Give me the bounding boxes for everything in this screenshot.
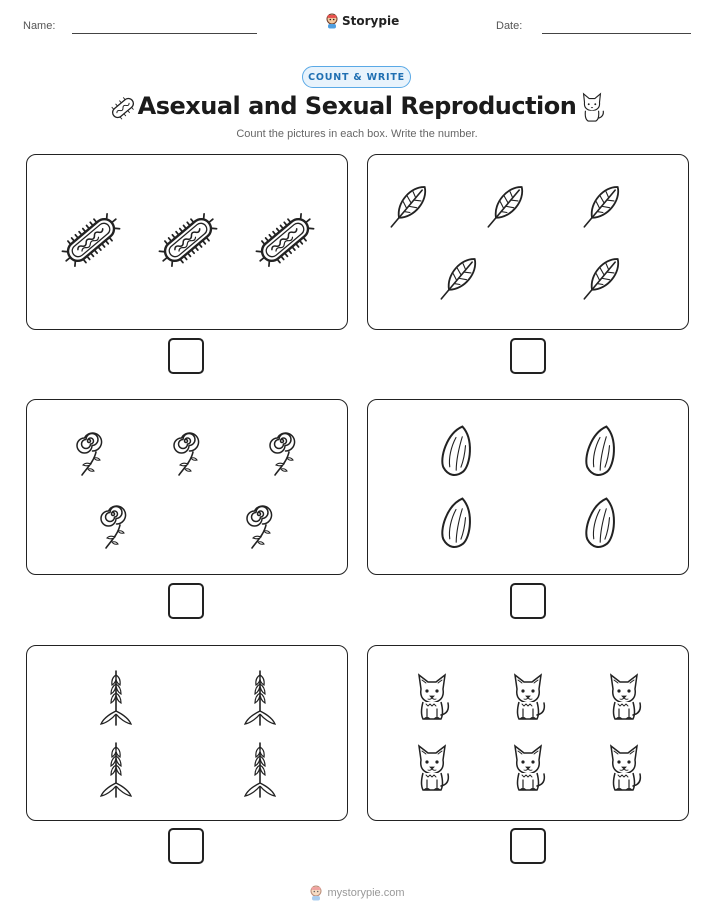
storypie-mascot-icon <box>325 13 339 29</box>
footer <box>0 885 714 901</box>
wolf-pup-icon <box>515 675 544 719</box>
seed-icon <box>583 496 619 550</box>
answer-box-2[interactable] <box>510 338 546 374</box>
fern-fiddlehead-icon <box>270 433 295 475</box>
count-card-4 <box>367 399 689 575</box>
count-card-6 <box>367 645 689 821</box>
picture-group-4 <box>368 400 690 576</box>
feather-icon <box>578 182 625 233</box>
page-title: Asexual and Sexual Reproduction <box>137 92 577 120</box>
fern-fiddlehead-icon <box>174 433 199 475</box>
footer-url[interactable]: mystorypie.com <box>327 887 405 899</box>
bacterium-icon <box>251 208 319 271</box>
count-card-5 <box>26 645 348 821</box>
picture-group-2 <box>368 155 690 331</box>
fern-fiddlehead-icon <box>247 506 272 548</box>
fern-fiddlehead-icon <box>101 506 126 548</box>
wheat-icon <box>101 671 131 725</box>
answer-box-4[interactable] <box>510 583 546 619</box>
storypie-mascot-icon <box>309 885 323 901</box>
wolf-pup-icon <box>611 746 640 790</box>
count-card-1 <box>26 154 348 330</box>
brand-name: Storypie <box>342 14 400 28</box>
bacterium-icon <box>154 208 222 271</box>
page-subtitle: Count the pictures in each box. Write the number. <box>236 128 478 140</box>
wheat-icon <box>245 743 275 797</box>
feather-icon <box>435 254 482 305</box>
answer-box-5[interactable] <box>168 828 204 864</box>
wolf-pup-icon <box>419 746 448 790</box>
picture-group-3 <box>27 400 349 576</box>
date-line[interactable] <box>542 33 691 34</box>
wheat-icon <box>101 743 131 797</box>
fern-fiddlehead-icon <box>77 433 102 475</box>
bacterium-icon <box>57 208 125 271</box>
count-card-3 <box>26 399 348 575</box>
wolf-pup-icon <box>419 675 448 719</box>
answer-box-3[interactable] <box>168 583 204 619</box>
wolf-pup-icon <box>611 675 640 719</box>
picture-group-1 <box>27 155 349 331</box>
wolf-pup-icon <box>578 92 606 122</box>
date-label: Date: <box>496 20 523 32</box>
feather-icon <box>482 182 529 233</box>
answer-box-6[interactable] <box>510 828 546 864</box>
seed-icon <box>583 424 619 478</box>
feather-icon <box>578 254 625 305</box>
seed-icon <box>439 424 475 478</box>
wheat-icon <box>245 671 275 725</box>
answer-box-1[interactable] <box>168 338 204 374</box>
feather-icon <box>385 182 432 233</box>
brand-logo <box>325 13 399 29</box>
name-label: Name: <box>23 20 56 32</box>
seed-icon <box>439 496 475 550</box>
name-line[interactable] <box>72 33 257 34</box>
picture-group-6 <box>368 646 690 822</box>
picture-group-5 <box>27 646 349 822</box>
count-card-2 <box>367 154 689 330</box>
activity-badge: COUNT & WRITE <box>302 66 411 88</box>
wolf-pup-icon <box>515 746 544 790</box>
